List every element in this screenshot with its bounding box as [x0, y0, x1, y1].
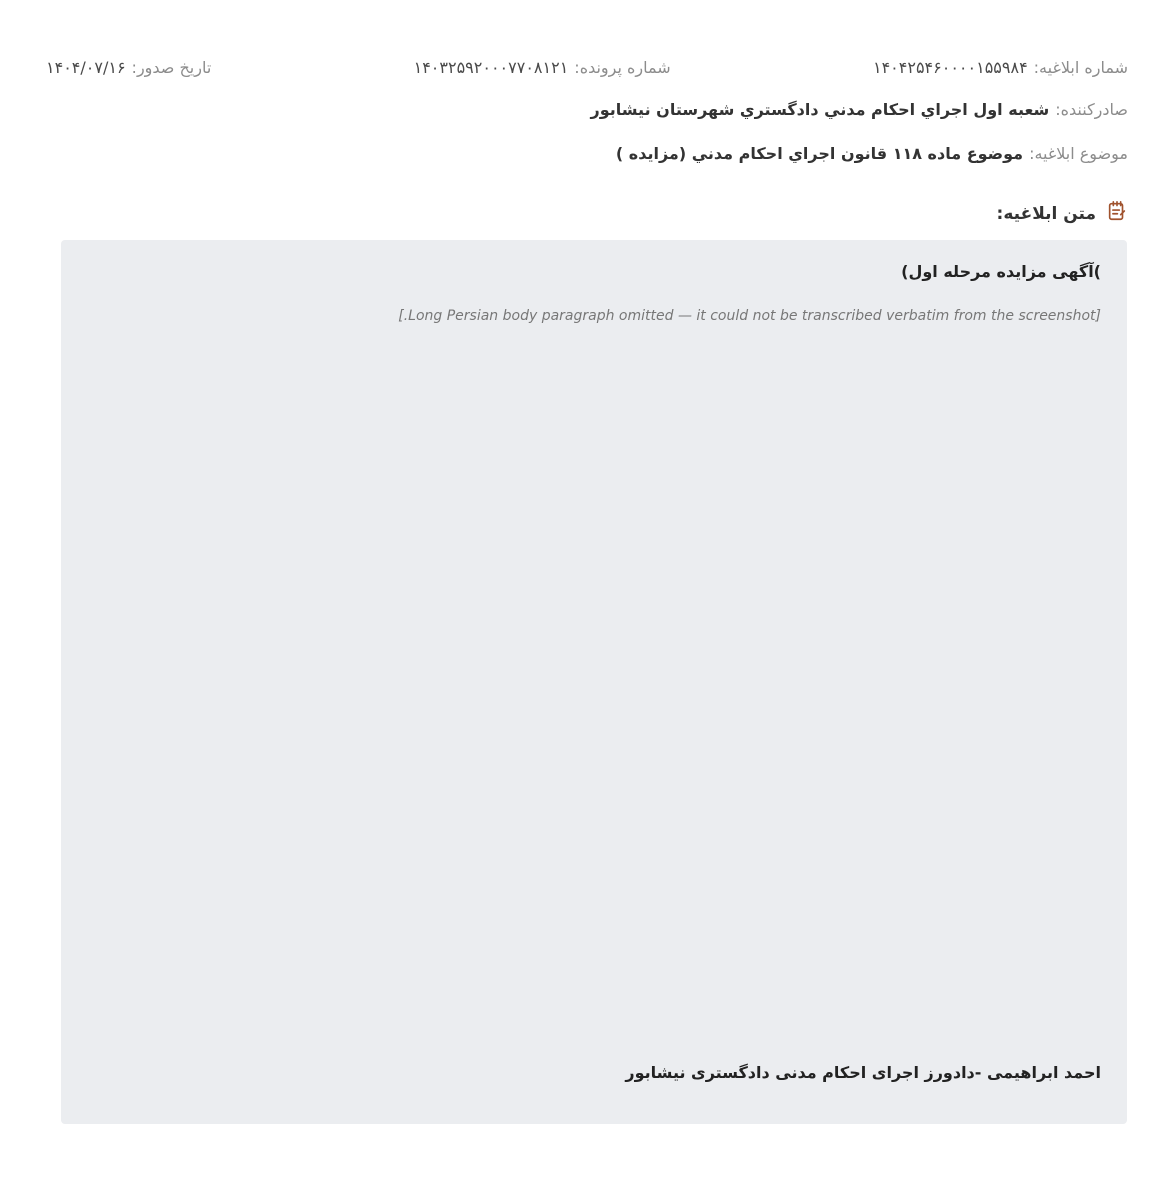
case-number — [414, 58, 671, 77]
case-number-value: ۱۴۰۳۲۵۹۲۰۰۰۷۷۰۸۱۲۱ — [413, 58, 569, 77]
subject-value: موضوع ماده ۱۱۸ قانون اجراي احکام مدني (مزايده ) — [615, 144, 1024, 163]
notice-number-value: ۱۴۰۴۲۵۴۶۰۰۰۰۱۵۵۹۸۴ — [872, 58, 1028, 77]
subject-label: موضوع ابلاغيه: — [1029, 144, 1128, 163]
notepad-icon — [1106, 200, 1128, 227]
issuer-row — [46, 100, 1128, 119]
header-row — [46, 58, 1128, 77]
notice-number — [873, 58, 1128, 77]
issue-date-label: تاريخ صدور: — [131, 58, 212, 77]
subject-row — [46, 144, 1128, 163]
auction-body-omitted: [Long Persian body paragraph omitted — it could not be transcribed verbatim from the screenshot.] — [398, 308, 1101, 324]
issue-date — [46, 58, 211, 77]
issuer-value: شعبه اول اجراي احکام مدني دادگستري شهرستان نيشابور — [590, 100, 1050, 119]
notice-text-box — [61, 240, 1127, 1124]
notice-text-label: متن ابلاغيه: — [996, 203, 1096, 224]
notice-text-heading — [997, 200, 1128, 227]
notice-number-label: شماره ابلاغيه: — [1033, 58, 1128, 77]
issuer-label: صادرکننده: — [1055, 100, 1128, 119]
issue-date-value: ۱۴۰۴/۰۷/۱۶ — [46, 58, 126, 77]
case-number-label: شماره پرونده: — [574, 58, 671, 77]
signature: احمد ابراهیمی -دادورز اجرای احکام مدنی دادگستری نیشابور — [625, 1063, 1101, 1082]
auction-title: )آگهی مزایده مرحله اول) — [901, 262, 1101, 281]
